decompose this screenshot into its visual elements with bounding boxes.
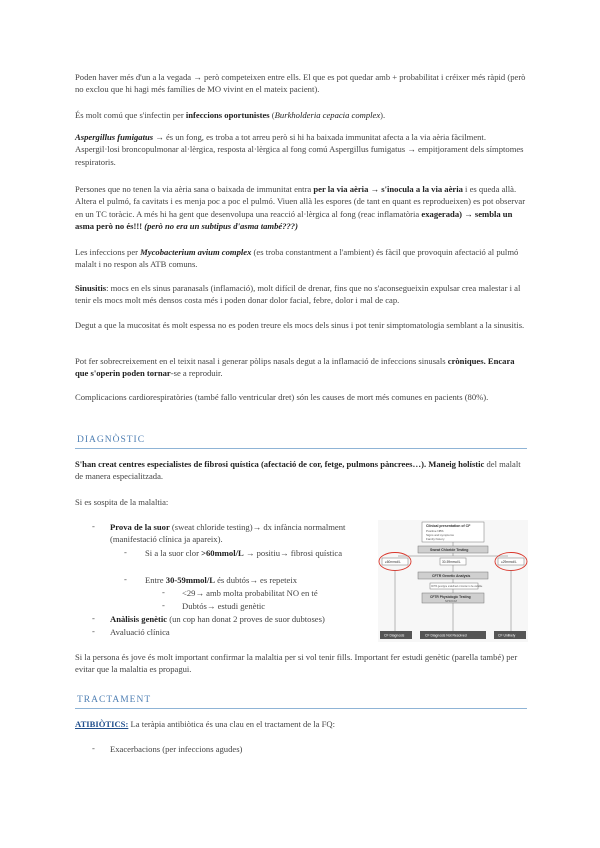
- list-item-chloride-borderline: Entre 30-59mmol/L és dubtós→ es repeteix: [145, 575, 298, 585]
- flow-text-physio: CFTR Physiologic Testing: [430, 595, 471, 599]
- list-bullet: -: [162, 587, 165, 597]
- cf-diagnosis-flowchart: [378, 520, 528, 642]
- list-bullet: -: [92, 613, 95, 623]
- paragraph-complications: Complicacions cardiorespiratòries (també fallo ventricular dret) són les causes de mort més comunes en pacients (80%).: [75, 392, 489, 402]
- paragraph-sinusitis: Sinusitis: mocs en els sinus paranasals (inflamació), molt difícil de drenar, fins que no s'aconsegueixin expulsar crea malestar i al tenir els mocs molt més densos costa més i poden donar dolor facial, febre, dolor i mal de cap.: [75, 283, 521, 306]
- flow-text-cftr: CFTR Genetic Analysis: [432, 574, 471, 578]
- list-item-exacerbations: Exacerbacions (per infeccions agudes): [110, 744, 243, 754]
- paragraph-opportunistic: És molt comú que s'infectin per infeccions oportunistes (Burkholderia cepacia complex).: [75, 110, 386, 120]
- paragraph-coinfection: Poden haver més d'un a la vegada → però competeixen entre ells. El que es pot quedar amb + probabilitat i créixer més ràpid (però no exclou que hi hagi més famílies de MO vivint en el mateix pacient).: [75, 72, 526, 95]
- section-header-diagnostic: DIAGNÒSTIC: [75, 430, 527, 449]
- paragraph-suspect: Si es sospita de la malaltia:: [75, 497, 169, 507]
- flow-text-not-resolved: CF Diagnosis Not Resolved: [425, 633, 467, 638]
- paragraph-antibiotics: ATIBIÒTICS: La teràpia antibiòtica és una clau en el tractament de la FQ:: [75, 719, 335, 729]
- paragraph-young-patient: Si la persona és jove és molt important confirmar la malaltia per si vol tenir fills. Important fer estudi genètic (parella també) per evitar que la malaltia es propagui.: [75, 652, 518, 675]
- list-bullet: -: [124, 547, 127, 557]
- flow-text-positive: ≥60mmol/L: [385, 560, 401, 564]
- list-item-doubtful: Dubtós→ estudi genètic: [182, 601, 266, 611]
- list-bullet: -: [124, 574, 127, 584]
- paragraph-aspergillus: Aspergillus fumigatus → és un fong, es troba a tot arreu però si hi ha baixada immunitat afecta a la via aèria fàcilment. Aspergil·losi broncopulmonar al·lèrgica, resposta al·lèrgica al fong comú Aspergillus fumigatus → empitjorament dels símptomes respiratoris.: [75, 132, 524, 167]
- list-item-chloride-high: Si a la suor clor >60mmol/L → positiu→ fibrosi quística: [145, 548, 343, 558]
- flow-text-clinical: Clinical presentation of CF: [426, 524, 471, 528]
- flow-text-clinical-sub: Family history: [426, 537, 445, 541]
- flow-text-cf-unlikely: CF Unlikely: [498, 633, 516, 638]
- list-bullet: -: [162, 600, 165, 610]
- flow-text-cf-diagnosis: CF Diagnosis: [384, 633, 405, 638]
- flow-text-clinical-sub: Positive NBS: [426, 529, 444, 533]
- section-header-tractament: TRACTAMENT: [75, 690, 527, 709]
- list-bullet: -: [92, 626, 95, 636]
- antibiotics-label: ATIBIÒTICS:: [75, 719, 129, 729]
- list-item-sweat-test: Prova de la suor (sweat chloride testing)→ dx infància normalment (manifestació clínica ja apareix).: [110, 522, 346, 545]
- flow-text-physio-sub: NPD/ICM: [445, 599, 457, 603]
- paragraph-airway: Persones que no tenen la via aèria sana o baixada de immunitat entra per la via aèria → s'inocula a la via aèria i es queda allà. Altera el pulmó, fa cavitats i es menja poc a poc el pulmó. Viuen allà les espores (de tant en quant es reprodueixen) es pot observar en un TC toràcic. A més hi ha gent que desenvolupa una reacció al·lèrgica al fong (reac inflamatòria exagerada) → sembla un asma però no és!!! (però no era un subtipus d'asma també???): [75, 184, 526, 232]
- flow-text-borderline: 30-59mmol/L: [442, 560, 461, 564]
- paragraph-polyps: Pot fer sobrecreixement en el teixit nasal i generar pòlips nasals degut a la inflamació de infeccions sinusals cròniques. Encara que s'operin poden tornar-se a reproduir.: [75, 356, 515, 379]
- paragraph-specialist-centres: S'han creat centres especialistes de fibrosi quística (afectació de cor, fetge, pulmons pàncrees…). Maneig holístic del malalt de manera especialitzada.: [75, 459, 521, 482]
- flow-text-sweat: Sweat Chloride Testing: [430, 548, 469, 552]
- paragraph-mycobacterium: Les infeccions per Mycobacterium avium complex (es troba constantment a l'ambient) és fàcil que provoquin afectació al pulmó malalt i no respon als ATB comuns.: [75, 247, 519, 270]
- list-item-chloride-low: <29→ amb molta probabilitat NO en té: [182, 588, 318, 598]
- list-bullet: -: [92, 743, 95, 753]
- list-bullet: -: [92, 521, 95, 531]
- list-item-clinical-evaluation: Avaluació clínica: [110, 627, 170, 637]
- paragraph-mucus: Degut a que la mucositat és molt espessa no es poden treure els mocs dels sinus i pot tenir simptomatologia semblant a la sinusitis.: [75, 320, 525, 330]
- flow-text-negative: ≤29mmol/L: [501, 560, 517, 564]
- list-item-genetic-analysis: Anàlisis genètic (un cop han donat 2 proves de suor dubtoses): [110, 614, 325, 624]
- flow-text-genotype: CFTR genotype undefined or known to be variable: [431, 586, 483, 588]
- flow-text-clinical-sub: Signs and symptoms: [426, 533, 454, 537]
